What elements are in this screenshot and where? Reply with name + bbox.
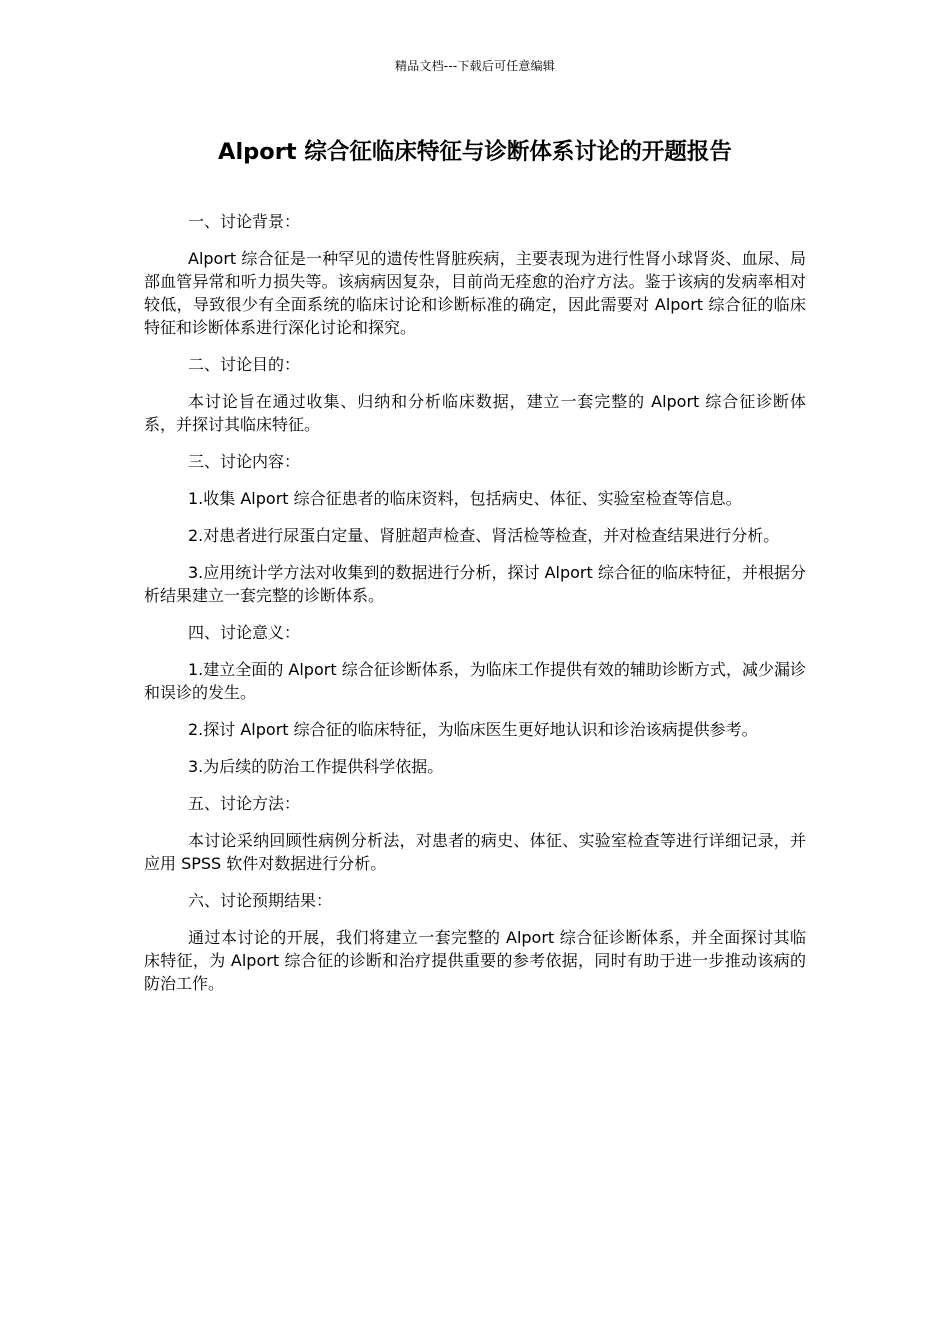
list-item: 3.应用统计学方法对收集到的数据进行分析，探讨 Alport 综合征的临床特征，并根据分析结果建立一套完整的诊断体系。 [144,563,806,605]
list-item: 1.建立全面的 Alport 综合征诊断体系，为临床工作提供有效的辅助诊断方式，减少漏诊和误诊的发生。 [144,660,806,702]
section-heading: 三、讨论内容： [188,452,301,471]
document-title: Alport 综合征临床特征与诊断体系讨论的开题报告 [218,139,732,165]
section-heading: 六、讨论预期结果： [188,891,333,910]
section-heading: 二、讨论目的： [188,355,301,374]
section-method [144,792,806,875]
document-body [144,210,806,1009]
section-purpose [144,353,806,436]
list-item: 1.收集 Alport 综合征患者的临床资料，包括病史、体征、实验室检查等信息。 [188,489,742,508]
paragraph: 通过本讨论的开展，我们将建立一套完整的 Alport 综合征诊断体系，并全面探讨其临床特征，为 Alport 综合征的诊断和治疗提供重要的参考依据，同时有助于进一步推动该病的防治工作。 [144,928,806,993]
list-item: 3.为后续的防治工作提供科学依据。 [188,757,444,776]
list-item: 2.对患者进行尿蛋白定量、肾脏超声检查、肾活检等检查，并对检查结果进行分析。 [188,526,780,545]
section-heading: 五、讨论方法： [188,794,301,813]
section-heading: 一、讨论背景： [188,212,301,231]
list-item: 2.探讨 Alport 综合征的临床特征，为临床医生更好地认识和诊治该病提供参考。 [188,720,758,739]
paragraph: 本讨论采纳回顾性病例分析法，对患者的病史、体征、实验室检查等进行详细记录，并应用 SPSS 软件对数据进行分析。 [144,831,806,873]
section-expected-results [144,889,806,995]
section-background [144,210,806,339]
section-heading: 四、讨论意义： [188,623,301,642]
paragraph: Alport 综合征是一种罕见的遗传性肾脏疾病，主要表现为进行性肾小球肾炎、血尿、局部血管异常和听力损失等。该病病因复杂，目前尚无痊愈的治疗方法。鉴于该病的发病率相对较低，导致很少有全面系统的临床讨论和诊断标准的确定，因此需要对 Alport 综合征的临床特征和诊断体系进行深化讨论和探究。 [144,249,806,337]
header-note: 精品文档---下载后可任意编辑 [395,59,555,73]
paragraph: 本讨论旨在通过收集、归纳和分析临床数据，建立一套完整的 Alport 综合征诊断体系，并探讨其临床特征。 [144,392,806,434]
section-significance [144,621,806,778]
section-content [144,450,806,607]
